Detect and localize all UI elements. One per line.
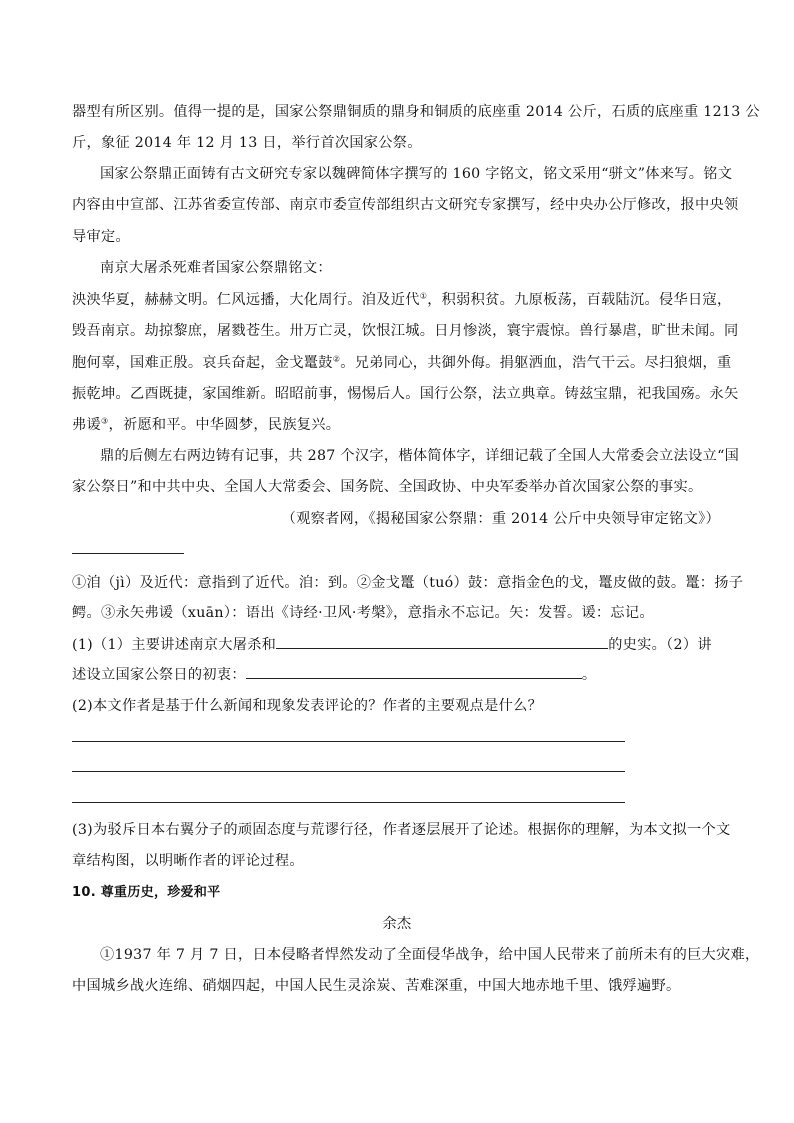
source-citation: （观察者网，《揭秘国家公祭鼎：重 2014 公斤中央领导审定铭文》） — [281, 511, 720, 527]
answer-line[interactable] — [72, 802, 625, 803]
article-author: 余杰 — [382, 916, 412, 932]
inscription-line: 弗谖③，祈愿和平。中华圆梦，民族复兴。 — [72, 416, 341, 433]
footnote-marker: ② — [332, 354, 341, 364]
paragraph-line: 国家公祭鼎正面铸有古文研究专家以魏碑简体字撰写的 160 字铭文，铭文采用“骈文”体来写。铭文 — [100, 166, 733, 182]
question-1-cont: 述设立国家公祭日的初衷： 。 — [72, 664, 722, 685]
footnote-marker: ① — [419, 291, 428, 301]
footnote-line: 鳄。③永矢弗谖（xuān）：语出《诗经·卫风·考槃》，意指永不忘记。矢：发誓。谖：忘记。 — [72, 605, 654, 621]
answer-blank[interactable] — [276, 634, 608, 649]
footnote-divider — [72, 553, 184, 554]
answer-line[interactable] — [72, 771, 625, 772]
question-3-cont: 章结构图，以明晰作者的评论过程。 — [72, 853, 304, 869]
paragraph-line: 斤，象征 2014 年 12 月 13 日，举行首次国家公祭。 — [72, 135, 422, 151]
paragraph-line: 家公祭日”和中共中央、全国人大常委会、国务院、全国政协、中央军委举办首次国家公祭的事实。 — [72, 479, 703, 495]
inscription-title: 南京大屠杀死难者国家公祭鼎铭文： — [100, 260, 332, 276]
question-2: (2)本文作者是基于什么新闻和现象发表评论的？作者的主要观点是什么？ — [72, 698, 543, 714]
paragraph-line: 中国城乡战火连绵、硝烟四起，中国人民生灵涂炭、苦难深重，中国大地赤地千里、饿殍遍野。 — [72, 978, 681, 994]
answer-blank[interactable] — [246, 664, 582, 679]
footnote-line: ①洎（jì）及近代：意指到了近代。洎：到。②金戈鼍（tuó）鼓：意指金色的戈，鼍皮做的鼓。鼍：扬子 — [72, 575, 744, 591]
paragraph-line: 导审定。 — [72, 229, 130, 245]
inscription-line: 毁吾南京。劫掠黎庶，屠戮苍生。卅万亡灵，饮恨江城。日月惨淡，寰宇震惊。兽行暴虐，旷世未闻。同 — [72, 323, 739, 339]
inscription-line: 胞何辜，国难正殷。哀兵奋起，金戈鼍鼓②。兄弟同心，共御外侮。捐躯洒血，浩气干云。尽扫狼烟，重 — [72, 354, 732, 371]
question-3: (3)为驳斥日本右翼分子的顽固态度与荒谬行径，作者逐层展开了论述。根据你的理解，为本文拟一个文 — [72, 822, 731, 838]
paragraph-line: 内容由中宣部、江苏省委宣传部、南京市委宣传部组织古文研究专家撰写，经中央办公厅修改，报中央领 — [72, 197, 739, 213]
section-heading: 10. 尊重历史，珍爱和平 — [72, 885, 221, 900]
inscription-line: 泱泱华夏，赫赫文明。仁风远播，大化周行。洎及近代①，积弱积贫。九原板荡，百载陆沉。侵华日寇， — [72, 291, 732, 308]
paragraph-line: 器型有所区别。值得一提的是，国家公祭鼎铜质的鼎身和铜质的底座重 2014 公斤，石质的底座重 1213 公 — [72, 104, 760, 120]
paragraph-line: 鼎的后侧左右两边铸有记事，共 287 个汉字，楷体简体字，详细记载了全国人大常委会立法设立“国 — [100, 448, 740, 464]
inscription-line: 振乾坤。乙酉既捷，家国维新。昭昭前事，惕惕后人。国行公祭，法立典章。铸兹宝鼎，祀我国殇。永矢 — [72, 386, 739, 402]
footnote-marker: ③ — [100, 416, 109, 426]
answer-line[interactable] — [72, 741, 625, 742]
question-1: (1)（1）主要讲述南京大屠杀和 的史实。（2）讲 — [72, 634, 722, 655]
paragraph-line: ①1937 年 7 月 7 日，日本侵略者悍然发动了全面侵华战争，给中国人民带来了前所未有的巨大灾难， — [100, 947, 760, 963]
